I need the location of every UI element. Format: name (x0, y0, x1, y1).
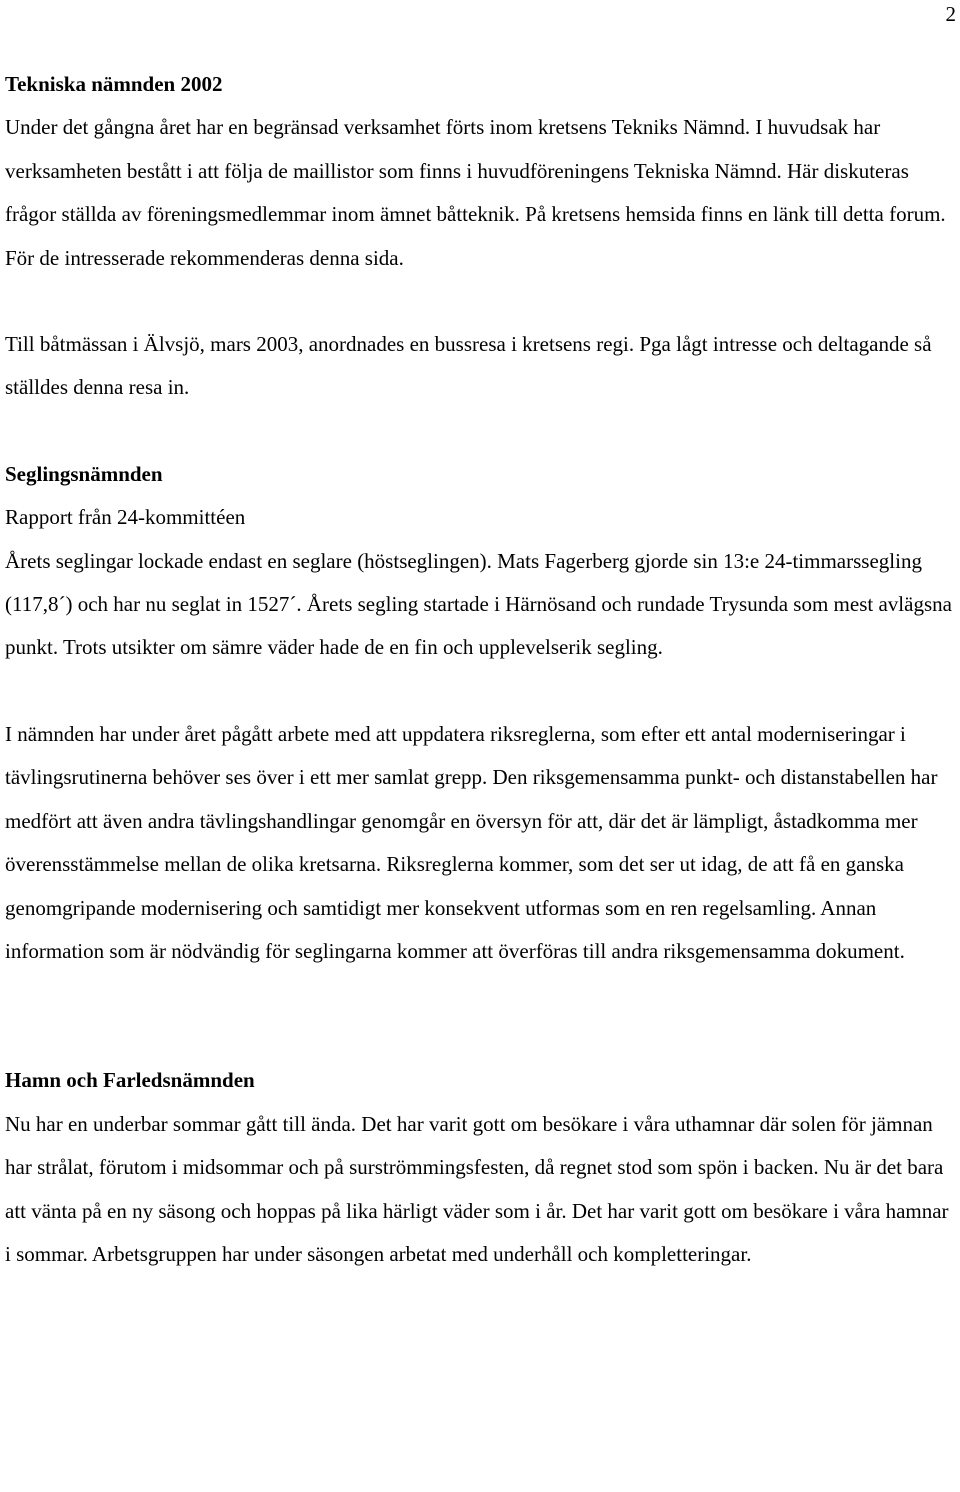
document-body (5, 65, 957, 1276)
section-tekniska (5, 63, 957, 410)
paragraph-tekniska-2: Till båtmässan i Älvsjö, mars 2003, anordnades en bussresa i kretsens regi. Pga lågt intresse och deltagande så ställdes denna resa in. (5, 332, 932, 400)
paragraph-spacer (5, 280, 957, 323)
paragraph-spacer (5, 670, 957, 713)
paragraph-tekniska-1: Under det gångna året har en begränsad verksamhet förts inom kretsens Tekniks Nämnd. I huvudsak har verksamheten bestått i att följa de maillistor som finns i huvudföreningens Tekniska Nämnd. Här diskuteras frågor ställda av föreningsmedlemmar inom ämnet båtteknik. På kretsens hemsida finns en länk till detta forum. För de intresserade rekommenderas denna sida. (5, 115, 946, 270)
section-spacer (5, 410, 957, 453)
section-segling (5, 453, 957, 973)
page-number: 2 (945, 2, 956, 26)
section-heading-tekniska: Tekniska nämnden 2002 (5, 72, 223, 96)
section-heading-segling: Seglingsnämnden (5, 461, 163, 486)
section-spacer (5, 973, 957, 1059)
subheading-24-kommitten: Rapport från 24-kommittéen (5, 505, 246, 530)
paragraph-segling-2: I nämnden har under året pågått arbete med att uppdatera riksreglerna, som efter ett antal moderniseringar i tävlingsrutinerna behöver ses över i ett mer samlat grepp. Den riksgemensamma punkt- och distanstabellen har medfört att även andra tävlingshandlingar genomgår en översyn för att, där det är lämpligt, åstadkomma mer överensstämmelse mellan de olika kretsarna. Riksreglerna kommer, som det ser ut idag, de att få en ganska genomgripande modernisering och samtidigt mer konsekvent utformas som en ren regelsamling. Annan information som är nödvändig för seglingarna kommer att överföras till andra riksgemensamma dokument. (5, 721, 938, 963)
section-hamn (5, 1059, 957, 1276)
section-heading-hamn: Hamn och Farledsnämnden (5, 1068, 255, 1093)
paragraph-hamn-1: Nu har en underbar sommar gått till ända. Det har varit gott om besökare i våra uthamnar där solen för jämnan har strålat, förutom i midsommar och på surströmmingsfesten, då regnet stod som spön i backen. Nu är det bara att vänta på en ny säsong och hoppas på lika härligt väder som i år. Det har varit gott om besökare i våra hamnar i sommar. Arbetsgruppen har under säsongen arbetat med underhåll och kompletteringar. (5, 1111, 949, 1266)
paragraph-segling-1: Årets seglingar lockade endast en seglare (höstseglingen). Mats Fagerberg gjorde sin 13:e 24-timmarssegling (117,8´) och har nu seglat in 1527´. Årets segling startade i Härnösand och rundade Trysunda som mest avlägsna punkt. Trots utsikter om sämre väder hade de en fin och upplevelserik segling. (5, 548, 952, 660)
